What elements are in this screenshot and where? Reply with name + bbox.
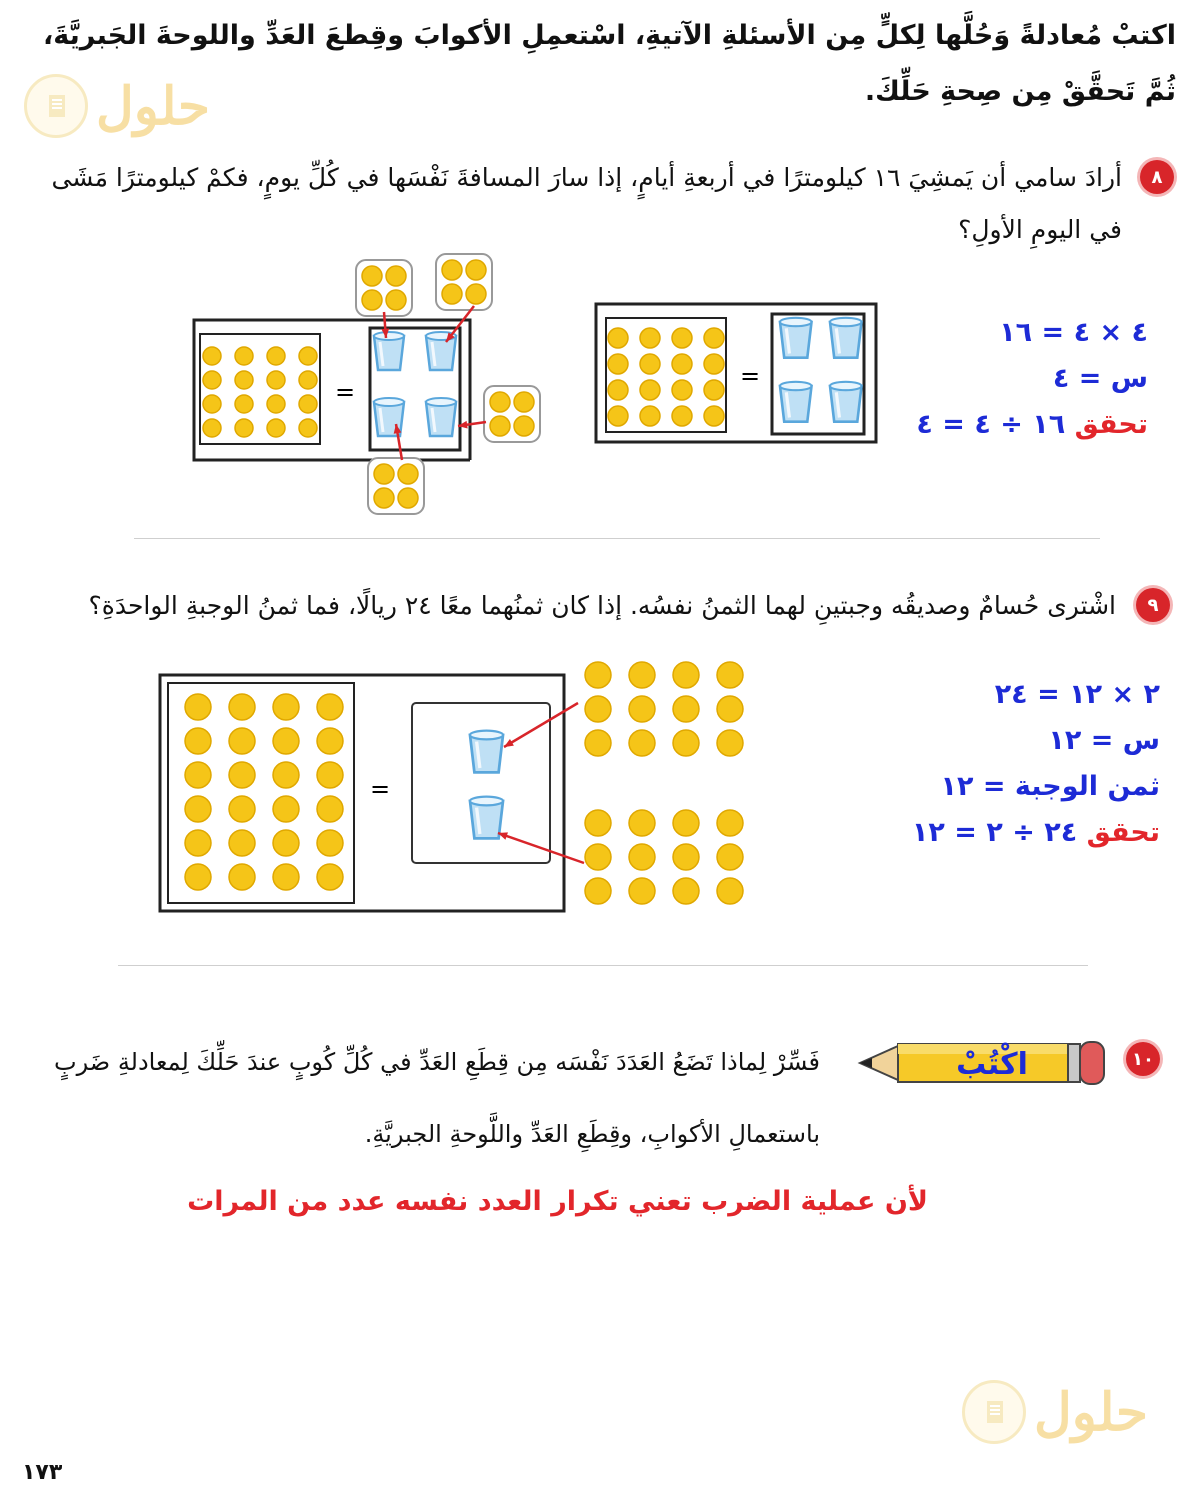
counter	[672, 380, 692, 400]
counter	[585, 696, 611, 722]
solution-line: س = ٤	[1052, 363, 1148, 394]
counter	[640, 328, 660, 348]
counter	[267, 395, 285, 413]
q9-solution	[912, 672, 1160, 856]
counter	[267, 347, 285, 365]
counter	[608, 380, 628, 400]
counter	[672, 406, 692, 426]
cup-icon	[780, 382, 812, 422]
counter	[704, 328, 724, 348]
counter	[442, 260, 462, 280]
q8-solution-diagram	[190, 250, 550, 520]
counter	[585, 878, 611, 904]
counter	[317, 796, 343, 822]
counter	[273, 864, 299, 890]
counter-group	[436, 254, 492, 310]
counter	[362, 266, 382, 286]
counter	[203, 395, 221, 413]
arrow	[504, 703, 578, 747]
counter	[490, 392, 510, 412]
page-number: ١٧٣	[22, 1460, 63, 1485]
counter	[273, 762, 299, 788]
counter	[185, 728, 211, 754]
counter-grid	[185, 694, 343, 890]
counter	[585, 662, 611, 688]
cup-icon	[470, 731, 503, 773]
counter	[235, 347, 253, 365]
counter	[386, 290, 406, 310]
counter	[629, 844, 655, 870]
counter	[299, 419, 317, 437]
counter	[466, 284, 486, 304]
counter	[673, 878, 699, 904]
counter	[585, 810, 611, 836]
counter	[317, 694, 343, 720]
counter	[235, 371, 253, 389]
counter	[235, 419, 253, 437]
counter-group	[484, 386, 540, 442]
counter	[629, 878, 655, 904]
counter-group	[356, 260, 412, 316]
counter-grid	[608, 328, 724, 426]
counter	[229, 796, 255, 822]
question-8-text: أرادَ سامي أن يَمشِيَ ١٦ كيلومترًا في أربعةِ أيامٍ، إذا سارَ المسافةَ نَفْسَها في كُلِّ يومٍ، فكمْ كيلومترًا مَشَى في اليومِ الأولِ؟	[51, 163, 1122, 244]
q8-solution	[916, 310, 1148, 448]
counter	[185, 762, 211, 788]
watermark-logo	[24, 74, 210, 138]
counter	[673, 730, 699, 756]
counter	[585, 844, 611, 870]
cup-icon	[830, 318, 862, 358]
equals-sign: =	[369, 775, 391, 803]
question-number-badge: ٨	[1140, 160, 1174, 194]
counter	[299, 371, 317, 389]
counter	[267, 371, 285, 389]
divider	[134, 538, 1100, 539]
counter	[717, 662, 743, 688]
counter	[299, 395, 317, 413]
counter	[672, 328, 692, 348]
counter	[466, 260, 486, 280]
counter	[704, 354, 724, 374]
check-label: تحقق	[1086, 817, 1160, 848]
counter	[273, 796, 299, 822]
counter	[317, 762, 343, 788]
counter	[229, 694, 255, 720]
book-icon	[24, 74, 88, 138]
question-10-text-line1: فَسِّرْ لِماذا تَضَعُ العَدَدَ نَفْسَه مِن قِطَعِ العَدِّ في كُلِّ كُوبٍ عندَ حَلِّكَ لِمعادلةِ ضَربٍ	[53, 1048, 820, 1076]
solution-check-line	[916, 402, 1148, 448]
counter	[514, 416, 534, 436]
counter	[185, 796, 211, 822]
counter	[203, 419, 221, 437]
counter	[374, 488, 394, 508]
equals-sign: =	[739, 362, 761, 390]
counter	[717, 730, 743, 756]
counter	[585, 730, 611, 756]
counter	[629, 810, 655, 836]
counter	[317, 864, 343, 890]
counter	[673, 844, 699, 870]
counter	[442, 284, 462, 304]
counter	[317, 728, 343, 754]
counter	[717, 844, 743, 870]
q8-model-diagram	[594, 300, 884, 450]
watermark-logo-bottom	[962, 1380, 1148, 1444]
counter	[629, 662, 655, 688]
arrow	[498, 833, 584, 863]
solution-check-line	[912, 810, 1160, 856]
question-10-text-line2: باستعمالِ الأكوابِ، وقِطَعِ العَدِّ واللَّوحةِ الجبريَّةِ.	[364, 1120, 820, 1148]
counter	[185, 830, 211, 856]
write-badge-label: اكْتُبْ	[956, 1047, 1028, 1082]
counter	[640, 406, 660, 426]
counter	[273, 694, 299, 720]
counter	[717, 878, 743, 904]
counter	[235, 395, 253, 413]
check-label: تحقق	[1074, 409, 1148, 440]
counter	[629, 730, 655, 756]
counter	[704, 380, 724, 400]
watermark-text: حلول	[1034, 1381, 1149, 1443]
q10-answer: لأن عملية الضرب تعني تكرار العدد نفسه عدد من المرات	[187, 1186, 928, 1217]
cup-icon	[374, 332, 404, 370]
counter	[673, 662, 699, 688]
counter	[704, 406, 724, 426]
counter-grid	[203, 347, 317, 437]
book-icon	[962, 1380, 1026, 1444]
counter	[273, 728, 299, 754]
counter	[672, 354, 692, 374]
solution-line: ٢ × ١٢ = ٢٤	[994, 679, 1160, 710]
counter	[299, 347, 317, 365]
counter	[490, 416, 510, 436]
solution-line: س = ١٢	[1048, 725, 1160, 756]
counter	[640, 354, 660, 374]
counter	[203, 371, 221, 389]
equals-sign: =	[334, 378, 356, 406]
counter	[398, 464, 418, 484]
counter	[374, 464, 394, 484]
counter	[185, 694, 211, 720]
counter	[717, 810, 743, 836]
counter	[229, 762, 255, 788]
check-equation: ٢٤ ÷ ٢ = ١٢	[911, 817, 1078, 848]
question-number-badge: ١٠	[1126, 1042, 1160, 1076]
counter	[229, 728, 255, 754]
cup-icon	[780, 318, 812, 358]
counter	[608, 354, 628, 374]
question-9-text: اشْترى حُسامٌ وصديقُه وجبتينِ لهما الثمنُ نفسُه. إذا كان ثمنُهما معًا ٢٤ ريالًا، فما ثمنُ الوجبةِ الواحدَةِ؟	[88, 591, 1116, 620]
cup-icon	[426, 398, 456, 436]
counter	[717, 696, 743, 722]
counter	[640, 380, 660, 400]
solution-line: ثمن الوجبة = ١٢	[940, 771, 1160, 802]
counter	[362, 290, 382, 310]
counter	[185, 864, 211, 890]
counter	[398, 488, 418, 508]
check-equation: ١٦ ÷ ٤ = ٤	[916, 409, 1066, 440]
solution-line: ٤ × ٤ = ١٦	[999, 317, 1148, 348]
counter	[514, 392, 534, 412]
pencil-icon	[858, 1030, 1108, 1096]
cup-icon	[830, 382, 862, 422]
counter	[273, 830, 299, 856]
counter	[229, 830, 255, 856]
counter	[317, 830, 343, 856]
instruction-text: اكتبْ مُعادلةً وَحُلَّها لِكلٍّ مِن الأسئلةِ الآتيةِ، اسْتعمِلِ الأكوابَ وقِطعَ العَدِّ واللوحةَ الجَبريَّةَ، ثُمَّ تَحقَّقْ مِن صِحةِ حَلِّكَ.	[43, 20, 1176, 107]
counter	[386, 266, 406, 286]
counter	[608, 328, 628, 348]
counter	[229, 864, 255, 890]
counter	[267, 419, 285, 437]
cup-icon	[470, 797, 503, 839]
counter	[673, 810, 699, 836]
question-number-badge: ٩	[1136, 588, 1170, 622]
q9-diagram	[158, 655, 758, 920]
counter	[629, 696, 655, 722]
counter	[673, 696, 699, 722]
watermark-text: حلول	[96, 75, 211, 137]
counter	[203, 347, 221, 365]
counter-group	[368, 458, 424, 514]
divider	[118, 965, 1088, 966]
counter	[608, 406, 628, 426]
